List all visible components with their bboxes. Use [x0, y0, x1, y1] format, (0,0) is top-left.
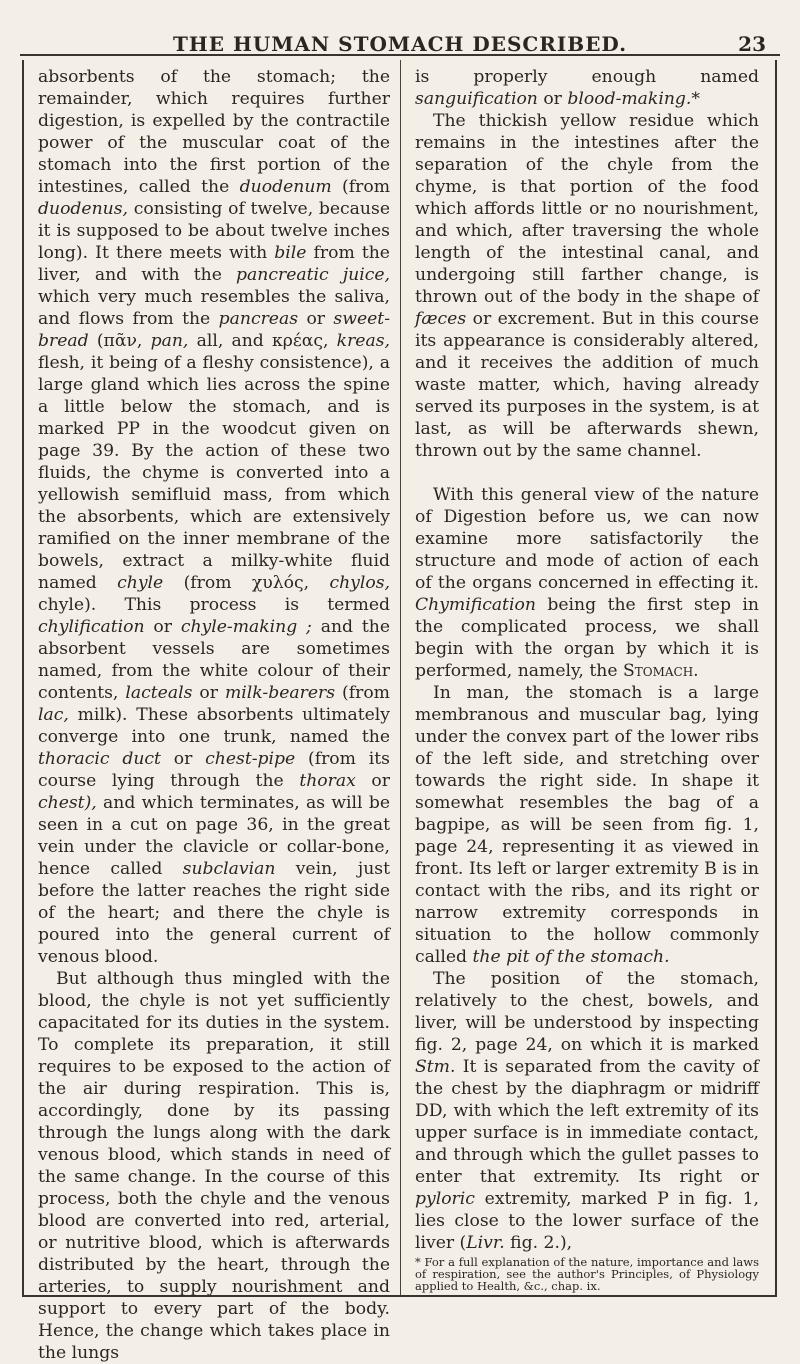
- text-span: being the first step in the complicated process, we shall begin with the organ by which it is performed, namely, the: [415, 595, 759, 681]
- footnote: * For a full explanation of the nature, importance and laws of respiration, see the author's Principles, of Physiology applied to Health, &c., chap. ix.: [415, 1255, 759, 1293]
- text-span: from the liver, and with the: [38, 243, 390, 285]
- text-span: flesh, it being of a fleshy consistence), a large gland which lies across the spine a little below the stomach, and is marked PP in the woodcut given on page 39. By the action of these two fluids, the chyme is converted into a yellowish semifluid mass, from which the absorbents, which are extensively ramified on the inner membrane of the bowels, extract a milky-white fluid named: [38, 353, 390, 593]
- text-span: The position of the stomach, relatively to the chest, bowels, and liver, will be understood by inspecting fig. 2, page 24, on which it is marked: [415, 969, 759, 1055]
- term-pancreatic-juice: pancreatic juice,: [236, 265, 390, 285]
- left-column: [38, 66, 390, 1364]
- term-chylos: chylos,: [329, 573, 390, 593]
- column-divider: [400, 60, 401, 1295]
- term-stm: Stm.: [415, 1057, 456, 1077]
- paragraph-blood-lungs: But although thus mingled with the blood, the chyle is not yet sufficiently capacitated for its duties in the system. To complete its preparation, it still requires to be exposed to the action of the air during respiration. This is, accordingly, done by its passing through the lungs along with the dark venous blood, which stands in need of the same change. In the course of this process, both the chyle and the venous blood are converted into red, arterial, or nutritive blood, which is afterwards distributed by the heart, through the arteries, to supply nourishment and support to every part of the body. Hence, the change which takes place in the lungs: [38, 969, 390, 1363]
- paragraph-stomach-shape: [415, 682, 759, 968]
- text-span: or: [298, 309, 334, 329]
- term-kreas: kreas,: [336, 331, 391, 351]
- term-faeces: fæces: [415, 309, 467, 329]
- text-span: The thickish yellow residue which remains in the intestines after the separation of the chyle from the chyme, is that portion of the food which affords little or no nourishment, and which, after traversing the whole length of the intestinal canal, and undergoing still farther change, is thrown out of the body in the shape of: [415, 111, 759, 307]
- text-span: or excrement. But in this course its appearance is considerably altered, and it receives the addition of much waste matter, which, having already served its purposes in the system, is at last, as will be afterwards shewn, thrown out by the same channel.: [415, 309, 759, 461]
- text-span: consisting of twelve, because it is supposed to be about twelve inches long). It there meets with: [38, 199, 390, 263]
- text-span: or: [192, 683, 225, 703]
- text-span: It is separated from the cavity of the chest by the diaphragm or midriff DD, with which the left extremity of its upper surface is in immediate contact, and through which the gullet passes to enter that extremity. Its right or: [415, 1057, 759, 1187]
- term-subclavian: subclavian: [182, 859, 276, 879]
- term-duodenum: duodenum: [239, 177, 332, 197]
- term-lac: lac,: [38, 705, 69, 725]
- text-span: chyle). This process is termed: [38, 595, 390, 615]
- term-thoracic-duct: thoracic duct: [38, 749, 161, 769]
- text-span: milk). These absorbents ultimately converge into one trunk, named the: [38, 705, 390, 747]
- text-span: or: [144, 617, 181, 637]
- term-blood-making: blood-making.*: [567, 89, 700, 109]
- text-span: or: [537, 89, 568, 109]
- term-sanguification: sanguification: [415, 89, 538, 109]
- running-header: [20, 10, 780, 56]
- left-border-rule: [22, 60, 24, 1295]
- term-pit-of-stomach: the pit of the stomach.: [472, 947, 670, 967]
- term-pancreas: pancreas: [218, 309, 299, 329]
- text-span: and the absorbent vessels are sometimes named, from the white colour of their contents,: [38, 617, 390, 703]
- term-sweet-bread: sweet-bread: [38, 309, 391, 351]
- text-span: (from χυλός,: [163, 573, 330, 593]
- text-span: (from: [335, 683, 390, 703]
- term-chyle: chyle: [117, 573, 164, 593]
- term-chymification: Chymification: [415, 595, 536, 615]
- paragraph-general-view: [415, 484, 759, 682]
- text-span: all, and κρέας,: [188, 331, 337, 351]
- term-chest-pipe: chest-pipe: [205, 749, 296, 769]
- term-lacteals: lacteals: [125, 683, 193, 703]
- page-number: 23: [738, 32, 766, 56]
- term-thorax: thorax: [299, 771, 356, 791]
- paragraph-stomach-position: [415, 968, 759, 1254]
- text-span: fig. 2.),: [504, 1233, 573, 1253]
- text-span: With this general view of the nature of Digestion before us, we can now examine more satisfactorily the structure and mode of action of each of the organs concerned in effecting it.: [415, 485, 759, 593]
- right-column: [415, 66, 759, 1292]
- term-milk-bearers: milk-bearers: [224, 683, 336, 703]
- paragraph-sanguification: [415, 66, 759, 110]
- text-span: or: [160, 749, 206, 769]
- paragraph-digestion-chyle: [38, 66, 390, 968]
- text-span: and which terminates, as will be seen in a cut on page 36, in the great vein under the clavicle or collar-bone, hence called: [38, 793, 390, 879]
- text-span: which very much resembles the saliva, and flows from the: [38, 287, 390, 329]
- text-span: (from its course lying through the: [38, 749, 390, 791]
- text-span: absorbents of the stomach; the remainder, which requires further digestion, is expelled by the contractile power of the muscular coat of the stomach into the first portion of the intestines, called the: [38, 67, 390, 197]
- text-span: In man, the stomach is a large membranous and muscular bag, lying under the convex part of the lower ribs of the left side, and stretching over towards the right side. In shape it somewhat resembles the bag of a bagpipe, as will be seen from fig. 1, page 24, representing it as viewed in front. Its left or larger extremity B is in contact with the ribs, and its right or narrow extremity corresponds in situation to the hollow commonly called: [415, 683, 759, 967]
- text-span: extremity, marked P in fig. 1, lies close to the lower surface of the liver (: [415, 1189, 759, 1253]
- term-pyloric: pyloric: [415, 1189, 475, 1209]
- term-livr: Livr.: [466, 1233, 505, 1253]
- term-chest: chest),: [38, 793, 97, 813]
- paragraph-residue: [415, 110, 759, 462]
- text-span: (πᾶν,: [88, 331, 151, 351]
- text-span: (from: [331, 177, 390, 197]
- term-stomach: Stomach.: [622, 661, 699, 681]
- term-duodenus: duodenus,: [38, 199, 129, 219]
- term-bile: bile: [274, 243, 307, 263]
- text-span: is properly enough named: [415, 67, 759, 87]
- term-chyle-making: chyle-making ;: [180, 617, 312, 637]
- text-span: or: [355, 771, 390, 791]
- term-pan: pan,: [150, 331, 189, 351]
- right-border-rule: [775, 60, 777, 1295]
- text-span: vein, just before the latter reaches the right side of the heart; and there the chyle is poured into the general current of venous blood.: [38, 859, 390, 967]
- page-title: THE HUMAN STOMACH DESCRIBED.: [172, 32, 628, 56]
- term-chylification: chylification: [38, 617, 145, 637]
